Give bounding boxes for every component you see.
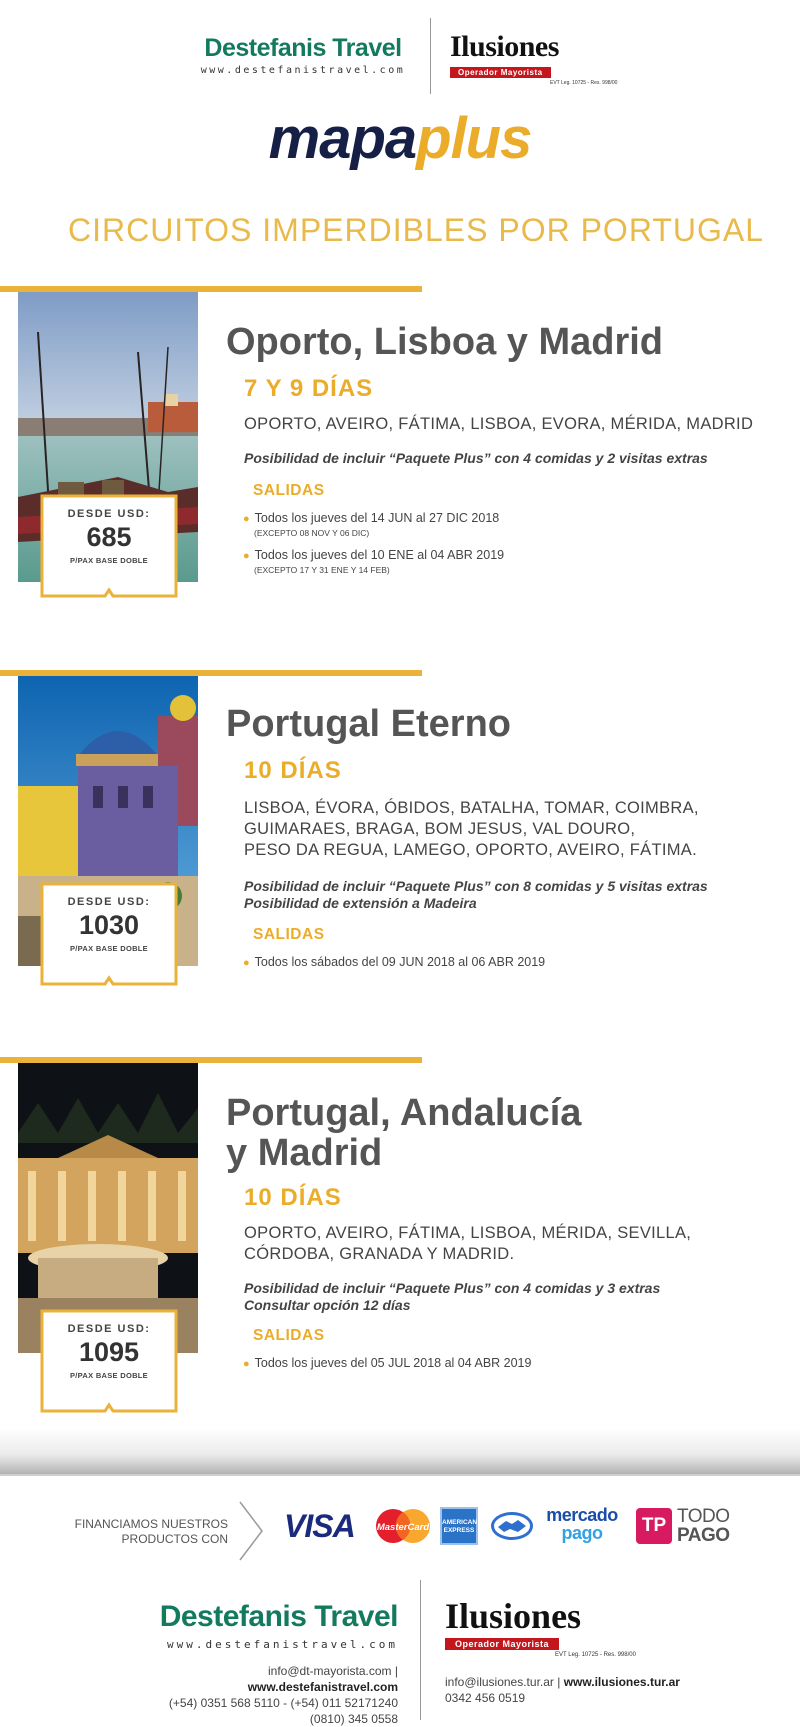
mercadopago-handshake-icon — [490, 1508, 534, 1544]
todopago-icon: TP — [636, 1508, 672, 1544]
footer-ilusiones — [445, 1598, 745, 1706]
circuit-title — [226, 322, 663, 362]
departure-exception: (EXCEPTO 08 NOV Y 06 DIC) — [254, 528, 370, 538]
footer-ilusiones-name: Ilusiones — [445, 1596, 582, 1636]
amex-logo — [440, 1507, 478, 1545]
destefanis-logo-url: www.destefanistravel.com — [200, 65, 406, 76]
mercadopago-line2: pago — [561, 1523, 603, 1543]
departure-exception: (EXCEPTO 17 Y 31 ENE Y 14 FEB) — [254, 565, 390, 575]
circuit-cities-line: GUIMARAES, BRAGA, BOM JESUS, VAL DOURO, — [244, 820, 636, 838]
circuit-note: Consultar opción 12 días — [244, 1297, 411, 1313]
amex-label-line: EXPRESS — [443, 1527, 475, 1534]
departure-text: Todos los jueves del 14 JUN al 27 DIC 2018 — [254, 511, 500, 525]
circuit-cities — [244, 798, 699, 861]
ilusiones-logo-sub: Operador Mayorista — [450, 67, 551, 78]
bullet-icon: ● — [243, 513, 250, 525]
amex-label-line: AMERICAN — [442, 1519, 478, 1526]
price-badge — [40, 1309, 178, 1413]
footer-destefanis-email[interactable]: info@dt-mayorista.com — [267, 1664, 392, 1678]
page-subtitle: CIRCUITOS IMPERDIBLES POR PORTUGAL — [67, 212, 765, 248]
circuit-oporto-lisboa-madrid — [0, 286, 800, 626]
footer-divider — [420, 1580, 421, 1720]
price-amount: 1030 — [78, 910, 140, 940]
mercadopago-line1: mercado — [546, 1505, 618, 1525]
circuit-title-line: Portugal, Andalucía — [226, 1092, 582, 1134]
departure-item — [243, 548, 504, 575]
circuit-cities — [244, 1223, 691, 1265]
price-label: DESDE USD: — [67, 1323, 151, 1335]
financing-text-line: FINANCIAMOS NUESTROS — [74, 1517, 228, 1531]
footer-destefanis-phones: (+54) 0351 568 5110 - (+54) 011 52171240 — [168, 1696, 398, 1710]
footer-ilusiones-site[interactable]: www.ilusiones.tur.ar — [563, 1675, 680, 1689]
departure-item — [243, 1356, 531, 1370]
header — [0, 0, 800, 100]
circuit-title-line: Oporto, Lisboa y Madrid — [226, 321, 664, 363]
section-shadow-separator — [0, 1428, 800, 1476]
financing-text — [58, 1517, 228, 1547]
circuit-cities-line: LISBOA, ÉVORA, ÓBIDOS, BATALHA, TOMAR, COIMBRA, — [244, 799, 699, 817]
destefanis-logo-name: Destefanis Travel — [204, 34, 402, 62]
price-label: DESDE USD: — [67, 896, 151, 908]
ilusiones-logo-reg: EVT Leg. 10725 - Res. 998/00 — [550, 80, 618, 86]
ilusiones-logo-name: Ilusiones — [450, 30, 559, 63]
todopago-line1: TODO — [677, 1506, 730, 1527]
footer-destefanis-contact: info@dt-mayorista.com | www.destefanistravel.com (+54) 0351 568 5110 - (+54) 011 52171240 (0810) 345 0558 — [120, 1663, 398, 1727]
departure-text: Todos los jueves del 05 JUL 2018 al 04 ABR 2019 — [254, 1356, 532, 1370]
todopago-logo — [677, 1506, 749, 1546]
chevron-right-icon — [238, 1500, 264, 1562]
bullet-icon: ● — [243, 1358, 250, 1370]
mapaplus-logo — [0, 104, 800, 174]
circuit-days: 7 Y 9 DÍAS — [244, 375, 374, 402]
departure-line — [243, 511, 499, 525]
section-shadow-edge — [0, 1474, 800, 1476]
price-badge — [40, 882, 178, 986]
circuit-notes — [244, 450, 708, 467]
price-basis: P/PAX BASE DOBLE — [69, 1371, 148, 1380]
footer-ilusiones-contact: info@ilusiones.tur.ar | www.ilusiones.tur.ar 0342 456 0519 — [445, 1674, 745, 1706]
visa-logo: VISA — [284, 1508, 355, 1544]
mercadopago-logo — [540, 1506, 624, 1542]
mastercard-logo — [374, 1508, 432, 1544]
salidas-label: SALIDAS — [253, 1327, 325, 1344]
price-amount: 685 — [86, 522, 132, 552]
departure-item — [243, 955, 545, 969]
mapaplus-logo-part2: plus — [416, 106, 532, 171]
footer-destefanis-name: Destefanis Travel — [159, 1600, 398, 1633]
footer-destefanis — [120, 1600, 398, 1727]
circuit-title-line: Portugal Eterno — [226, 703, 512, 745]
departure-item — [243, 511, 499, 538]
departure-text: Todos los sábados del 09 JUN 2018 al 06 ABR 2019 — [254, 955, 546, 969]
footer-ilusiones-phone: 0342 456 0519 — [445, 1691, 526, 1705]
circuit-cities-line: OPORTO, AVEIRO, FÁTIMA, LISBOA, MÉRIDA, SEVILLA, — [244, 1224, 692, 1242]
bullet-icon: ● — [243, 957, 250, 969]
circuit-cities-line: OPORTO, AVEIRO, FÁTIMA, LISBOA, EVORA, MÉRIDA, MADRID — [244, 415, 754, 433]
circuit-note: Posibilidad de incluir “Paquete Plus” con 4 comidas y 3 extras — [244, 1280, 661, 1296]
circuit-notes — [244, 878, 708, 912]
ilusiones-logo[interactable] — [450, 30, 618, 86]
footer-destefanis-phone2: (0810) 345 0558 — [309, 1712, 398, 1726]
footer-destefanis-url: www.destefanistravel.com — [167, 1638, 398, 1651]
footer-ilusiones-email[interactable]: info@ilusiones.tur.ar — [445, 1675, 554, 1689]
mapaplus-logo-part1: mapa — [268, 106, 417, 171]
circuit-days: 10 DÍAS — [244, 757, 342, 784]
header-divider — [430, 18, 431, 94]
todopago-line2: PAGO — [677, 1525, 730, 1546]
departure-line — [243, 955, 545, 969]
footer-destefanis-site[interactable]: www.destefanistravel.com — [247, 1680, 398, 1694]
circuit-note: Posibilidad de incluir “Paquete Plus” con 8 comidas y 5 visitas extras — [244, 878, 708, 894]
circuit-title-line: y Madrid — [226, 1132, 383, 1174]
circuit-cities — [244, 414, 753, 435]
destefanis-logo[interactable] — [193, 34, 413, 76]
circuit-title — [226, 1093, 581, 1173]
circuit-title — [226, 704, 511, 744]
price-label: DESDE USD: — [67, 508, 151, 520]
salidas-label: SALIDAS — [253, 926, 325, 943]
circuit-portugal-andalucia-madrid — [0, 1057, 800, 1417]
circuit-cities-line: PESO DA REGUA, LAMEGO, OPORTO, AVEIRO, FÁTIMA. — [244, 841, 697, 859]
footer-ilusiones-sub: Operador Mayorista — [445, 1638, 559, 1650]
price-basis: P/PAX BASE DOBLE — [69, 944, 148, 953]
salidas-label: SALIDAS — [253, 482, 325, 499]
circuit-cities-line: CÓRDOBA, GRANADA Y MADRID. — [244, 1245, 515, 1263]
circuit-note: Posibilidad de extensión a Madeira — [244, 895, 477, 911]
departure-line — [243, 1356, 531, 1370]
departure-text: Todos los jueves del 10 ENE al 04 ABR 2019 — [254, 548, 505, 562]
price-basis: P/PAX BASE DOBLE — [69, 556, 148, 565]
bullet-icon: ● — [243, 550, 250, 562]
financing-text-line: PRODUCTOS CON — [121, 1532, 228, 1546]
footer-ilusiones-reg: EVT Leg. 10725 - Res. 998/00 — [555, 1652, 636, 1658]
circuit-note: Posibilidad de incluir “Paquete Plus” con 4 comidas y 2 visitas extras — [244, 450, 708, 466]
circuit-notes — [244, 1280, 660, 1314]
departure-line — [243, 548, 504, 562]
price-badge — [40, 494, 178, 598]
mastercard-label: MasterCard — [376, 1522, 430, 1533]
circuit-portugal-eterno — [0, 670, 800, 1010]
price-amount: 1095 — [78, 1337, 140, 1367]
circuit-days: 10 DÍAS — [244, 1184, 342, 1211]
